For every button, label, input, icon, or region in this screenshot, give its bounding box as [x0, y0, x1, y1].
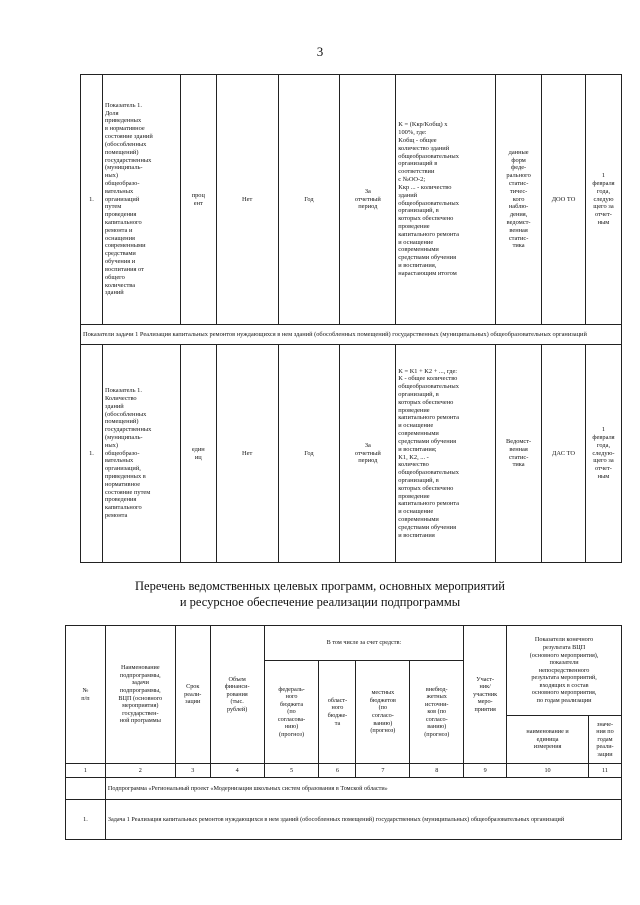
table-row [81, 75, 622, 325]
col-header-num: № п/п [66, 626, 106, 764]
responsible-cell: ДОО ТО [542, 75, 586, 325]
heading-line-2: и ресурсное обеспечение реализации подпрограммы [179, 595, 461, 610]
col-number: 1 [66, 764, 106, 778]
col-number: 8 [410, 764, 464, 778]
col-number: 7 [356, 764, 410, 778]
col-header-participant: Участ- ник/ участник меро- приятия [464, 626, 507, 764]
row-number: 1. [81, 75, 103, 325]
flag-cell: Нет [216, 345, 278, 563]
indicator-name: Показатель 1. Доля приведенных в нормативное состояние зданий (обособленных помещений) государственных (муниципаль- ных) общеобразо- вательных организаций путем проведения капитального ремонта и оснащения современными средствами обучения и воспитания от общего количества зданий [102, 75, 180, 325]
subprogram-row [66, 778, 622, 800]
indicators-table [80, 74, 622, 563]
col-header-name: Наименование подпрограммы, задачи подпрограммы, ВЦП (основного мероприятия) государствен- ной программы [105, 626, 175, 764]
source-cell: данные форм феде- рального статис- тичес- кого наблю- дения, ведомст- венная статис- тика [496, 75, 542, 325]
task-header-row [81, 325, 622, 345]
row-number: 1. [81, 345, 103, 563]
col-header-including: В том числе за счет средств: [264, 626, 464, 661]
task-indicators-label: Показатели задачи 1 Реализация капитальных ремонтов нуждающихся в нем зданий (обособленных помещений) государственных (муниципальных) общеобразовательных организаций [81, 325, 622, 345]
col-header-volume: Объем финанси- рования (тыс. рублей) [210, 626, 264, 764]
flag-cell: Нет [216, 75, 278, 325]
col-number: 3 [175, 764, 210, 778]
col-number: 9 [464, 764, 507, 778]
deadline-cell: 1 февраля года, следую- щего за отчет- ным [585, 345, 621, 563]
subprogram-title: Подпрограмма «Региональный проект «Модернизация школьных систем образования в Томской области» [105, 778, 621, 800]
formula-cell: K = (Kкр/Kобщ) x 100%, где: Kобщ - общее количество зданий общеобразовательных организаций в соответствии с №ОО-2; Kкр ... - количество зданий общеобразовательных организаций, в которых обеспечено проведение капитального ремонта и оснащение современными средствами обучения и воспитания, нарастающим итогом [396, 75, 496, 325]
page-number: 3 [316, 44, 324, 59]
task-number: 1. [66, 800, 106, 840]
unit-cell: проц ент [180, 75, 216, 325]
column-numbers-row [66, 764, 622, 778]
period-cell: Год [278, 345, 340, 563]
col-number: 2 [105, 764, 175, 778]
col-number: 5 [264, 764, 319, 778]
unit-cell: един иц [180, 345, 216, 563]
source-cell: Ведомст- венная статис- тика [496, 345, 542, 563]
col-header-indicator-name: наименование и единица измерения [507, 716, 589, 764]
period-cell: Год [278, 75, 340, 325]
col-header-extrabudget: внебюд- жетных источни- ков (по согласо- ванию) (прогноз) [410, 661, 464, 764]
col-header-term: Срок реали- зации [175, 626, 210, 764]
interval-cell: За отчетный период [340, 75, 396, 325]
col-number: 6 [319, 764, 356, 778]
col-number: 4 [210, 764, 264, 778]
col-number: 10 [507, 764, 589, 778]
header-row [66, 626, 622, 661]
col-header-federal: федераль- ного бюджета (по согласова- нию) (прогноз) [264, 661, 319, 764]
empty-cell [66, 778, 106, 800]
table-row [81, 345, 622, 563]
formula-cell: K = K1 + K2 + ..., где: K - общее количество общеобразовательных организаций, в которых обеспечено проведение капитального ремонта и оснащение современными средствами обучения и воспитания; K1, K2, ... - количество общеобразовательных организаций, в которых обеспечено проведение капитального ремонта и оснащение современными средствами обучения и воспитания [396, 345, 496, 563]
interval-cell: За отчетный период [340, 345, 396, 563]
heading-line-1: Перечень ведомственных целевых программ, основных мероприятий [135, 579, 505, 593]
col-header-regional: област- ного бюдже- та [319, 661, 356, 764]
responsible-cell: ДАС ТО [542, 345, 586, 563]
section-heading [0, 578, 640, 611]
col-header-indicators: Показатели конечного результата ВЦП (основного мероприятия), показатели непосредственного результата мероприятий, входящих в состав основного мероприятия, по годам реализации [507, 626, 622, 716]
deadline-cell: 1 февраля года, следую щего за отчет- ным [585, 75, 621, 325]
task-title: Задача 1 Реализация капитальных ремонтов нуждающихся в нем зданий (обособленных помещений) государственных (муниципальных) общеобразовательных организаций [105, 800, 621, 840]
task-row [66, 800, 622, 840]
col-header-indicator-values: значе- ния по годам реали- зации [588, 716, 621, 764]
col-header-local: местных бюджетов (по согласо- ванию) (прогноз) [356, 661, 410, 764]
indicator-name: Показатель 1. Количество зданий (обособленных помещений) государственных (муниципаль- ных) общеобразо- вательных организаций, приведенных в нормативное состояние путем проведения капитального ремонта [102, 345, 180, 563]
col-number: 11 [588, 764, 621, 778]
programs-table [65, 625, 622, 840]
